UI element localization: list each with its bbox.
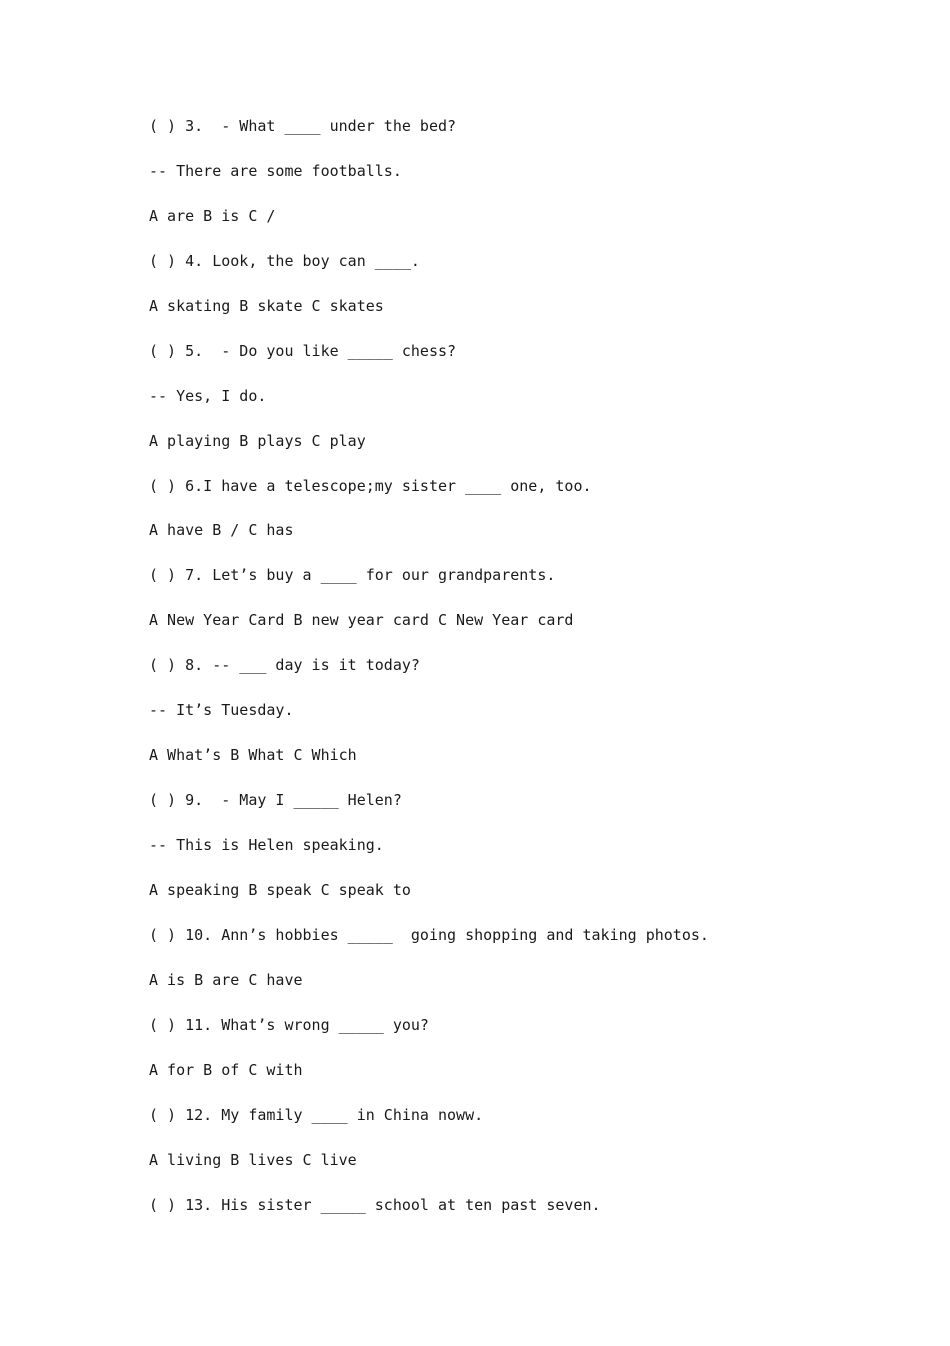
question-8-reply: -- It’s Tuesday. [149, 701, 294, 720]
question-3-reply: -- There are some footballs. [149, 161, 402, 180]
question-7-stem: ( ) 7. Let’s buy a ____ for our grandparents. [149, 566, 556, 585]
question-9-stem: ( ) 9. - May I _____ Helen? [149, 791, 402, 810]
question-7-options: A New Year Card B new year card C New Year card [149, 611, 574, 630]
question-6-stem: ( ) 6.I have a telescope;my sister ____ one, too. [149, 476, 592, 495]
question-5-options: A playing B plays C play [149, 431, 366, 450]
question-list [149, 114, 909, 1237]
question-13-stem: ( ) 13. His sister _____ school at ten past seven. [149, 1195, 601, 1214]
question-11-options: A for B of C with [149, 1060, 303, 1079]
question-4-stem: ( ) 4. Look, the boy can ____. [149, 251, 420, 270]
question-12-options: A living B lives C live [149, 1150, 357, 1169]
question-6-options: A have B / C has [149, 521, 294, 540]
question-3-stem: ( ) 3. - What ____ under the bed? [149, 117, 457, 135]
question-5-stem: ( ) 5. - Do you like _____ chess? [149, 341, 457, 360]
question-10-stem: ( ) 10. Ann’s hobbies _____ going shopping and taking photos. [149, 925, 709, 944]
question-9-options: A speaking B speak C speak to [149, 880, 411, 899]
question-12-stem: ( ) 12. My family ____ in China noww. [149, 1105, 484, 1124]
question-5-reply: -- Yes, I do. [149, 386, 267, 405]
question-8-options: A What’s B What C Which [149, 746, 357, 765]
question-11-stem: ( ) 11. What’s wrong _____ you? [149, 1015, 429, 1034]
question-8-stem: ( ) 8. -- ___ day is it today? [149, 656, 420, 675]
question-10-options: A is B are C have [149, 970, 303, 989]
question-3-options: A are B is C / [149, 206, 276, 225]
question-4-options: A skating B skate C skates [149, 296, 384, 315]
question-9-reply: -- This is Helen speaking. [149, 836, 384, 854]
